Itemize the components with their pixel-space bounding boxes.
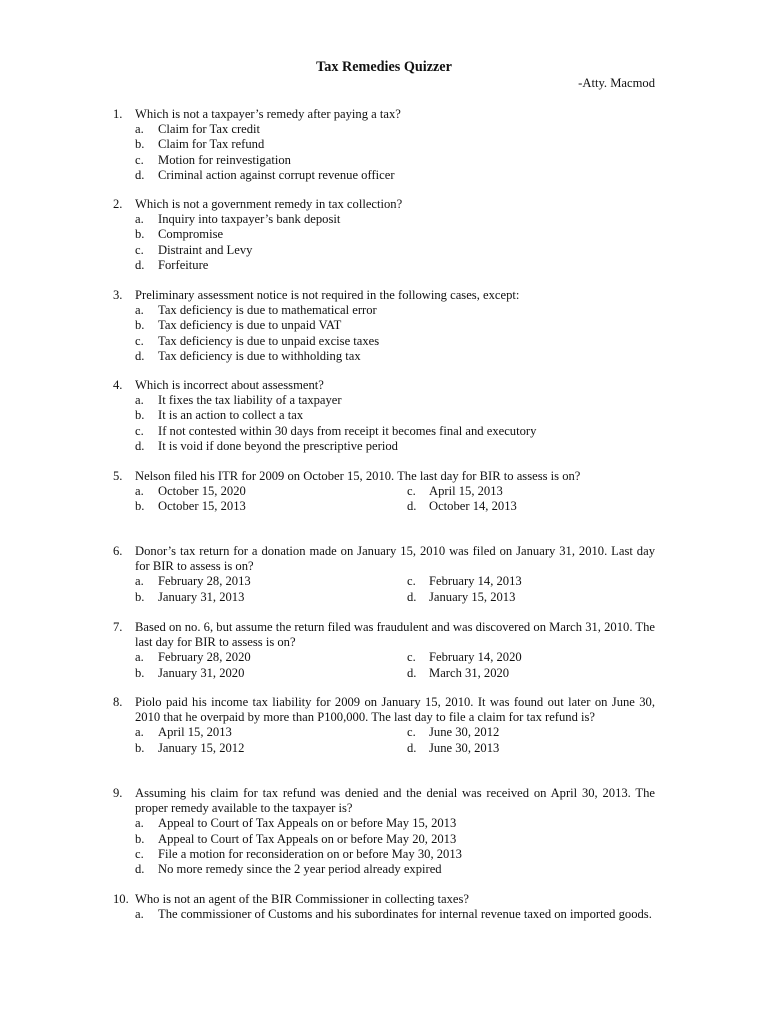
- option-letter: a.: [135, 650, 144, 665]
- option-c: [113, 334, 655, 349]
- option-a: [113, 122, 655, 137]
- option-d: [407, 590, 655, 605]
- option-text: Inquiry into taxpayer’s bank deposit: [158, 212, 341, 227]
- option-letter: d.: [407, 665, 417, 680]
- option-letter: a.: [135, 725, 144, 740]
- option-text: No more remedy since the 2 year period already expired: [158, 862, 442, 877]
- option-c: [113, 424, 655, 439]
- option-text: June 30, 2012: [429, 725, 500, 740]
- option-letter: d.: [407, 499, 417, 514]
- option-c: [113, 847, 655, 862]
- question-1: [113, 107, 655, 183]
- option-text: April 15, 2013: [158, 725, 232, 740]
- option-text: Appeal to Court of Tax Appeals on or before May 20, 2013: [158, 831, 457, 846]
- option-letter: b.: [135, 740, 145, 755]
- option-letter: a.: [135, 122, 144, 137]
- question-text: Which is incorrect about assessment?: [135, 378, 324, 392]
- option-text: The commissioner of Customs and his subordinates for internal revenue taxed on imported goods.: [158, 907, 652, 922]
- option-letter: c.: [135, 333, 144, 348]
- option-text: February 28, 2020: [158, 650, 251, 665]
- option-letter: b.: [135, 408, 145, 423]
- option-letter: d.: [135, 348, 145, 363]
- option-text: June 30, 2013: [429, 740, 500, 755]
- option-text: October 15, 2020: [158, 484, 246, 499]
- question-text: Which is not a government remedy in tax collection?: [135, 197, 403, 211]
- option-letter: b.: [135, 665, 145, 680]
- option-b: [113, 832, 655, 847]
- question-2: [113, 197, 655, 273]
- option-c: [407, 725, 655, 740]
- option-text: Tax deficiency is due to unpaid excise taxes: [158, 333, 380, 348]
- option-letter: d.: [135, 438, 145, 453]
- question-number: 3.: [113, 288, 123, 302]
- option-d: [113, 862, 655, 877]
- question-text: Preliminary assessment notice is not required in the following cases, except:: [135, 288, 520, 302]
- option-b: [113, 137, 655, 152]
- option-a: [113, 303, 655, 318]
- option-d: [407, 499, 655, 514]
- option-letter: b.: [135, 227, 145, 242]
- option-a: [113, 484, 407, 499]
- option-text: Forfeiture: [158, 257, 209, 272]
- option-letter: b.: [135, 318, 145, 333]
- option-letter: a.: [135, 907, 144, 922]
- question-text: Assuming his claim for tax refund was denied and the denial was received on April 30, 2013. The proper remedy available to the taxpayer is?: [135, 786, 655, 816]
- question-7: [113, 620, 655, 681]
- question-10: [113, 892, 655, 922]
- question-number: 5.: [113, 469, 123, 483]
- option-letter: c.: [135, 423, 144, 438]
- option-b: [113, 318, 655, 333]
- option-text: January 15, 2012: [158, 740, 245, 755]
- option-a: [113, 816, 655, 831]
- option-letter: c.: [135, 242, 144, 257]
- option-c: [407, 574, 655, 589]
- option-text: File a motion for reconsideration on or before May 30, 2013: [158, 846, 462, 861]
- option-text: Tax deficiency is due to mathematical error: [158, 303, 377, 318]
- option-letter: a.: [135, 212, 144, 227]
- option-text: Tax deficiency is due to unpaid VAT: [158, 318, 342, 333]
- question-text: Nelson filed his ITR for 2009 on October 15, 2010. The last day for BIR to assess is on?: [135, 469, 581, 483]
- option-letter: c.: [407, 650, 416, 665]
- option-letter: c.: [407, 725, 416, 740]
- option-letter: d.: [135, 862, 145, 877]
- question-number: 10.: [113, 892, 129, 906]
- option-letter: c.: [135, 152, 144, 167]
- option-text: It fixes the tax liability of a taxpayer: [158, 393, 342, 408]
- option-text: Motion for reinvestigation: [158, 152, 291, 167]
- option-text: February 14, 2020: [429, 650, 522, 665]
- option-letter: b.: [135, 831, 145, 846]
- option-text: It is void if done beyond the prescriptive period: [158, 438, 398, 453]
- option-letter: c.: [407, 574, 416, 589]
- option-a: [113, 393, 655, 408]
- option-b: [113, 227, 655, 242]
- option-letter: a.: [135, 574, 144, 589]
- question-number: 8.: [113, 695, 123, 709]
- option-letter: b.: [135, 589, 145, 604]
- option-text: Tax deficiency is due to withholding tax: [158, 348, 361, 363]
- option-text: Criminal action against corrupt revenue officer: [158, 167, 395, 182]
- page-title: Tax Remedies Quizzer: [316, 59, 452, 75]
- question-text: Which is not a taxpayer’s remedy after paying a tax?: [135, 107, 401, 121]
- option-letter: d.: [407, 589, 417, 604]
- option-letter: d.: [135, 257, 145, 272]
- option-d: [407, 666, 655, 681]
- author-line: -Atty. Macmod: [578, 76, 655, 90]
- question-9: [113, 786, 655, 877]
- option-a: [113, 212, 655, 227]
- question-number: 4.: [113, 378, 123, 392]
- option-letter: d.: [407, 740, 417, 755]
- option-d: [113, 168, 655, 183]
- option-text: February 14, 2013: [429, 574, 522, 589]
- option-letter: b.: [135, 137, 145, 152]
- option-letter: b.: [135, 499, 145, 514]
- question-3: [113, 288, 655, 364]
- question-number: 9.: [113, 786, 123, 800]
- question-number: 6.: [113, 544, 123, 558]
- option-d: [113, 439, 655, 454]
- option-text: January 15, 2013: [429, 589, 516, 604]
- option-letter: a.: [135, 303, 144, 318]
- option-c: [407, 484, 655, 499]
- question-text: Donor’s tax return for a donation made on January 15, 2010 was filed on January 31, 2010. Last day for BIR to assess is on?: [135, 544, 655, 574]
- option-text: Claim for Tax credit: [158, 122, 261, 137]
- option-c: [113, 153, 655, 168]
- option-d: [113, 258, 655, 273]
- option-letter: c.: [407, 484, 416, 499]
- question-number: 2.: [113, 197, 123, 211]
- option-text: March 31, 2020: [429, 665, 510, 680]
- question-4: [113, 378, 655, 454]
- option-b: [113, 590, 407, 605]
- option-text: October 14, 2013: [429, 499, 517, 514]
- option-c: [113, 243, 655, 258]
- question-8: [113, 695, 655, 756]
- option-text: April 15, 2013: [429, 484, 503, 499]
- option-text: Claim for Tax refund: [158, 137, 265, 152]
- option-b: [113, 666, 407, 681]
- option-text: February 28, 2013: [158, 574, 251, 589]
- option-a: [113, 725, 407, 740]
- option-d: [407, 741, 655, 756]
- option-letter: a.: [135, 393, 144, 408]
- option-text: It is an action to collect a tax: [158, 408, 304, 423]
- option-letter: c.: [135, 846, 144, 861]
- option-text: January 31, 2020: [158, 665, 245, 680]
- question-text: Based on no. 6, but assume the return filed was fraudulent and was discovered on March 31, 2010. The last day for BIR to assess is on?: [135, 620, 655, 650]
- option-text: Compromise: [158, 227, 224, 242]
- question-number: 1.: [113, 107, 123, 121]
- option-b: [113, 499, 407, 514]
- option-letter: a.: [135, 484, 144, 499]
- question-6: [113, 544, 655, 605]
- option-letter: a.: [135, 816, 144, 831]
- question-5: [113, 469, 655, 515]
- option-text: If not contested within 30 days from receipt it becomes final and executory: [158, 423, 537, 438]
- option-text: Appeal to Court of Tax Appeals on or before May 15, 2013: [158, 816, 457, 831]
- option-c: [407, 650, 655, 665]
- option-text: October 15, 2013: [158, 499, 246, 514]
- option-b: [113, 741, 407, 756]
- option-letter: d.: [135, 167, 145, 182]
- option-text: Distraint and Levy: [158, 242, 253, 257]
- option-a: [113, 907, 655, 922]
- option-a: [113, 574, 407, 589]
- question-text: Who is not an agent of the BIR Commissioner in collecting taxes?: [135, 892, 470, 906]
- option-a: [113, 650, 407, 665]
- question-text: Piolo paid his income tax liability for 2009 on January 15, 2010. It was found out later on June 30, 2010 that he overpaid by more than P100,000. The last day to file a claim for tax refund is?: [135, 695, 655, 725]
- question-number: 7.: [113, 620, 123, 634]
- option-text: January 31, 2013: [158, 589, 245, 604]
- option-b: [113, 408, 655, 423]
- option-d: [113, 349, 655, 364]
